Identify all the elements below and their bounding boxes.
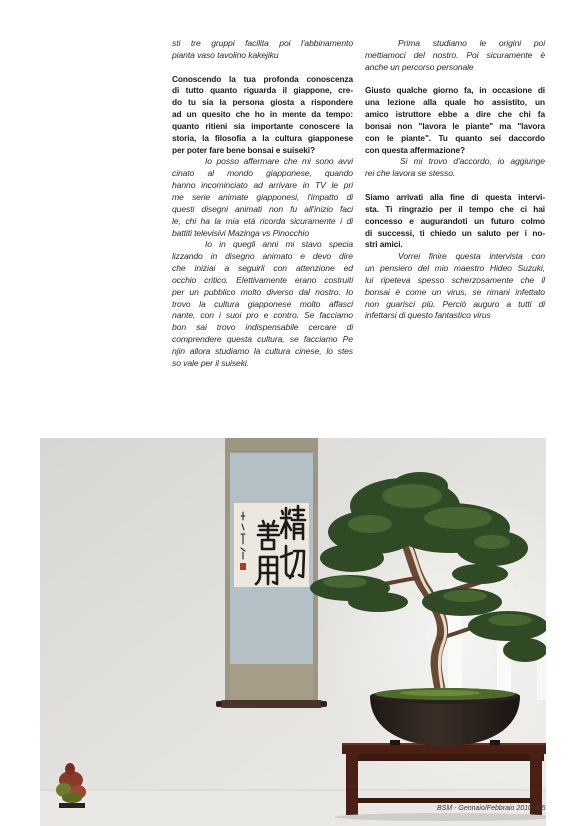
stand-shadow <box>335 813 546 821</box>
question-line: Giusto qualche giorno fa, in occasione di <box>365 85 545 96</box>
question-line: una lezione alla quale ho assistito, un <box>365 97 545 108</box>
answer-line: Io in quegli anni mi stavo specia <box>205 239 353 250</box>
hanging-scroll <box>216 438 327 708</box>
paragraph-spacer <box>365 180 545 192</box>
text-line: pianta vaso tavolino kakejiku <box>172 49 279 60</box>
answer-line: comprendere questa cultura, se facciamo Pe <box>172 334 353 345</box>
answer-line: battiti televisivi Mazinga vs Pinocchio <box>172 227 310 238</box>
question-line: sta. Ti ringrazio per il tempo che ci hai <box>365 203 545 214</box>
question-line: Conoscendo la tua profonda conoscenza <box>172 73 353 84</box>
answer-line: njin allora studiamo la cultura cinese, lo stes <box>172 345 353 356</box>
answer-line: Prima studiamo le origini poi <box>398 38 545 48</box>
question-line: di successi, ti chiedo un saluto per i no- <box>365 227 545 238</box>
text-column-right <box>365 38 545 322</box>
question-line: amico istruttore ebbe a dire che chi fa <box>365 109 545 120</box>
question-line: con le piante". Tu quanto sei daccordo <box>365 132 545 143</box>
question-line: concesso e augurandoti un futuro colmo <box>365 215 545 226</box>
question-line: con questa affermazione? <box>365 144 465 155</box>
question-line: Siamo arrivati alla fine di questa intervi- <box>365 191 545 202</box>
bonsai-photo <box>40 438 546 826</box>
question-line: quanto ritieni sia importante conoscere la <box>172 120 353 131</box>
answer-line: nante, con i suoi pro e contro. Se facciamo <box>172 310 353 321</box>
text-line: sti tre gruppi facilita poi l'abbinamento <box>172 38 353 48</box>
answer-line: per un pubblico molto diverso dal nostro. Io <box>172 286 353 297</box>
answer-line: trovo la cultura giapponese molto affasci <box>172 298 353 309</box>
answer-line: mettiamoci del nostro. Poi sicuramente è <box>365 49 545 60</box>
light-tube <box>537 628 546 700</box>
answer-line: rei che lavora se stesso. <box>365 168 456 179</box>
answer-line: lizzando in disegno animato e devo dire <box>172 251 353 262</box>
answer-line: lui ripeteva spesso scherzosamente che il <box>365 274 545 285</box>
question-line: bonsai non "lavora le piante" ma "lavora <box>365 120 545 131</box>
paragraph-spacer <box>172 62 353 74</box>
answer-line: me serie animate giapponesi, l'impatto di <box>172 191 353 202</box>
answer-line: Vorrei finire questa intervista con <box>398 251 545 262</box>
question-line: per poter fare bene bonsai e suiseki? <box>172 144 315 155</box>
paragraph-spacer <box>365 74 545 86</box>
question-line: stri amici. <box>365 239 403 250</box>
answer-line: questi disegni animati non fu all'inizio faci <box>172 203 353 214</box>
red-seal <box>240 563 246 570</box>
question-line: di tutto quanto riguarda il giappone, cre- <box>172 85 353 96</box>
answer-line: infettarsi di questo fantastico virus <box>365 310 491 321</box>
page-footer-caption: BSM - Gennaio/Febbraio 2010 105 <box>437 805 546 812</box>
answer-line: hanno incominciato ad arrivare in TV le pri <box>172 180 353 191</box>
question-line: ad un quesito che ho in mente da tempo: <box>172 109 353 120</box>
answer-line: le, chi ha la mia età ricorda sicuramente i di <box>172 215 353 226</box>
question-line: storia, la filosofia a la cultura giapponese <box>172 132 353 143</box>
answer-line: so vale per il suiseki. <box>172 357 249 368</box>
answer-line: bonsai è come un virus, se rimani infettato <box>365 286 545 297</box>
answer-line: che iniziai a seguirli con attenzione ed <box>172 263 353 274</box>
answer-line: non guarisci più. Perciò auguro a tutti di <box>365 298 545 309</box>
answer-line: un pensiero del mio maestro Hideo Suzuki, <box>365 263 545 274</box>
answer-line: Si mi trovo d'accordo, io aggiunge <box>400 156 545 167</box>
answer-line: bon sai trovo indispensabile cercare di <box>172 322 353 333</box>
question-line: do tu sia la persona giosta a rispondere <box>172 97 353 108</box>
answer-line: occhio critico. Elettivamente erano costruiti <box>172 274 353 285</box>
text-column-left <box>172 38 353 370</box>
answer-line: Io posso affermare che mi sono avvi <box>205 156 353 167</box>
answer-line: anche un percorso personale <box>365 61 474 72</box>
light-tube <box>448 616 462 700</box>
answer-line: cinato al mondo giapponese, quando <box>172 168 353 179</box>
